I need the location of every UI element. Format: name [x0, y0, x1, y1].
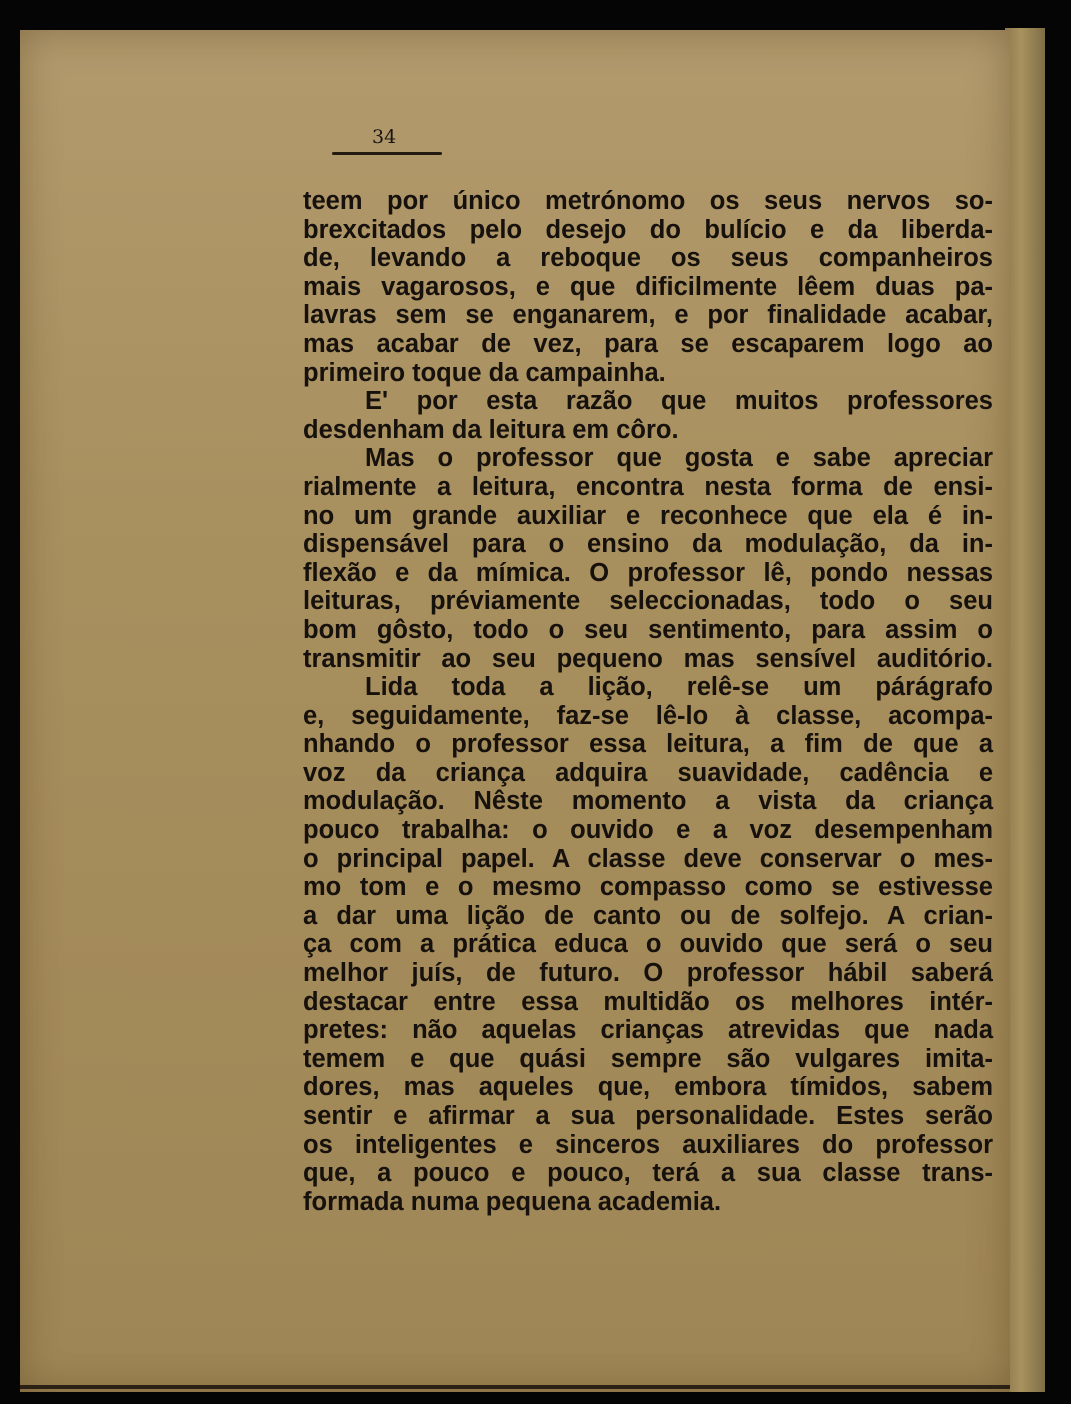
text-line: bom gôsto, todo o seu sentimento, para assim o — [303, 615, 993, 644]
text-line: o principal papel. A classe deve conservar o mes- — [303, 844, 993, 873]
text-line: ça com a prática educa o ouvido que será o seu — [303, 930, 993, 959]
text-line: mais vagarosos, e que dificilmente lêem duas pa- — [303, 272, 993, 301]
text-line: sentir e afirmar a sua personalidade. Estes serão — [303, 1102, 993, 1130]
text-line: Mas o professor que gosta e sabe apreciar — [365, 444, 993, 473]
text-line: rialmente a leitura, encontra nesta forma de ensi- — [303, 472, 993, 501]
text-line: destacar entre essa multidão os melhores intér- — [303, 987, 993, 1016]
text-line: modulação. Nêste momento a vista da criança — [303, 787, 993, 816]
text-line: pouco trabalha: o ouvido e a voz desempenham — [303, 816, 993, 845]
text-line: que, a pouco e pouco, terá a sua classe trans- — [303, 1159, 993, 1188]
text-line: os inteligentes e sinceros auxiliares do professor — [303, 1130, 993, 1159]
text-line: melhor juís, de futuro. O professor hábil saberá — [303, 959, 993, 988]
text-line: a dar uma lição de canto ou de solfejo. A crian- — [303, 901, 993, 930]
text-line: E' por esta razão que muitos professores — [365, 387, 993, 416]
text-line: mas acabar de vez, para se escaparem logo ao — [303, 329, 993, 358]
text-line: e, seguidamente, faz-se lê-lo à classe, acompa- — [303, 701, 993, 730]
text-line: de, levando a reboque os seus companheiros — [303, 244, 993, 273]
text-line: primeiro toque da campainha. — [303, 358, 666, 387]
text-line: formada numa pequena academia. — [303, 1187, 722, 1216]
text-line: leituras, préviamente seleccionadas, todo o seu — [303, 587, 993, 616]
text-line: voz da criança adquira suavidade, cadência e — [303, 758, 993, 787]
text-line: dispensável para o ensino da modulação, da in- — [303, 530, 993, 559]
text-line: pretes: não aquelas crianças atrevidas que nada — [303, 1016, 993, 1045]
text-line: brexcitados pelo desejo do bulício e da liberda- — [303, 215, 993, 244]
text-line: desdenham da leitura em côro. — [303, 415, 679, 444]
text-line: nhando o professor essa leitura, a fim de que a — [303, 730, 993, 759]
text-line: flexão e da mímica. O professor lê, pondo nessas — [303, 558, 993, 587]
text-line: transmitir ao seu pequeno mas sensível auditório. — [303, 644, 993, 673]
page-bottom-edge — [20, 1385, 1010, 1389]
text-line: Lida toda a lição, relê-se um párágrafo — [365, 673, 993, 702]
text-line: lavras sem se enganarem, e por finalidade acabar, — [303, 301, 993, 330]
page-number-ornament — [332, 152, 442, 155]
text-line: no um grande auxiliar e reconhece que ela é in- — [303, 501, 993, 530]
text-line: dores, mas aqueles que, embora tímidos, sabem — [303, 1073, 993, 1102]
text-line: teem por único metrónomo os seus nervos so- — [303, 187, 993, 215]
body-text — [303, 187, 993, 1216]
text-line: mo tom e o mesmo compasso como se estivesse — [303, 873, 993, 902]
page-edge-strip — [1005, 28, 1045, 1392]
text-line: temem e que quási sempre são vulgares imita- — [303, 1044, 993, 1073]
page-number: 34 — [372, 126, 397, 148]
